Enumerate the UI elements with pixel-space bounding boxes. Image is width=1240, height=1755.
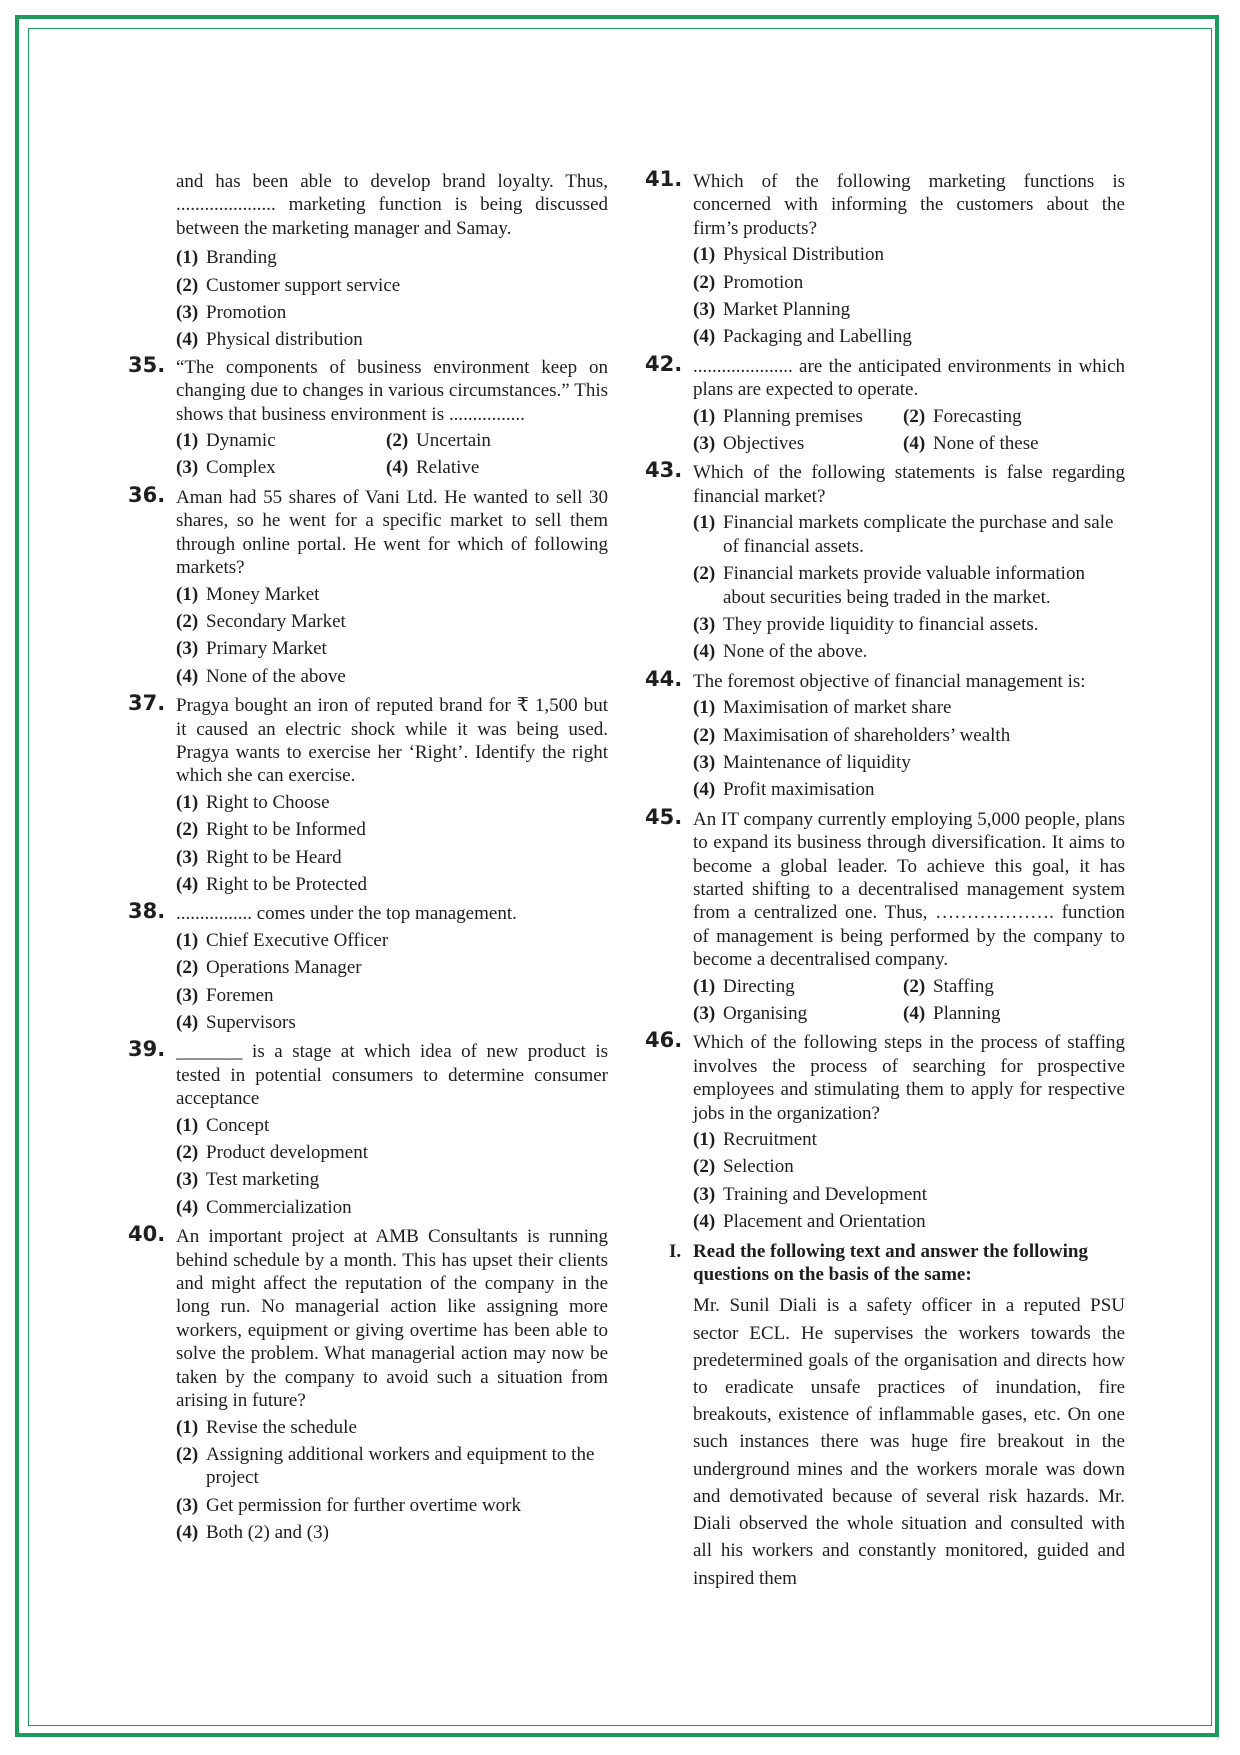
option-text: Directing <box>723 975 795 997</box>
question-number: 41. <box>645 167 683 191</box>
option[interactable] <box>176 1168 608 1191</box>
option-number: (2) <box>693 271 716 293</box>
option-text: Physical Distribution <box>723 244 884 266</box>
options-list <box>176 1416 608 1545</box>
option-number: (3) <box>693 433 716 455</box>
question-38 <box>128 899 608 1034</box>
continued-question-options <box>176 246 608 352</box>
option[interactable] <box>176 665 608 688</box>
question-37 <box>128 691 608 896</box>
option-text: Operations Manager <box>206 957 362 979</box>
option-text: Financial markets provide valuable information about securities being traded in the market. <box>723 563 1085 608</box>
question-text: The foremost objective of financial management is: <box>693 670 1086 692</box>
options-list <box>176 929 608 1035</box>
option[interactable] <box>176 246 608 269</box>
option[interactable] <box>176 301 608 324</box>
option-number: (2) <box>176 819 199 841</box>
option[interactable] <box>903 405 1125 428</box>
option-text: Test marketing <box>206 1169 320 1191</box>
option-number: (3) <box>693 613 716 635</box>
option[interactable] <box>693 562 1125 609</box>
section-instruction: Read the following text and answer the following questions on the basis of the same: <box>693 1240 1088 1286</box>
option-number: (1) <box>176 791 199 813</box>
option[interactable] <box>176 1416 608 1439</box>
option[interactable] <box>693 325 1125 348</box>
option[interactable] <box>693 751 1125 774</box>
options-list <box>693 243 1125 349</box>
question-text: An IT company currently employing 5,000 people, plans to expand its business through diversification. It aims to become a global leader. To achieve this goal, it has started shifting to a decentralised management system from a centralized one. Thus, ………………. function of management is being performed by the company to become a decentralised company. <box>693 808 1125 971</box>
option-text: Promotion <box>206 302 287 324</box>
option[interactable] <box>693 298 1125 321</box>
option-number: (2) <box>176 610 199 632</box>
option-number: (3) <box>176 457 199 479</box>
option-number: (1) <box>693 244 716 266</box>
option-text: Foremen <box>206 984 274 1006</box>
option[interactable] <box>693 724 1125 747</box>
option[interactable] <box>693 1155 1125 1178</box>
option-text: Staffing <box>933 975 994 997</box>
option-number: (4) <box>176 665 199 687</box>
option-number: (2) <box>903 975 926 997</box>
option[interactable] <box>693 975 903 998</box>
option[interactable] <box>176 956 608 979</box>
option[interactable] <box>176 846 608 869</box>
option-text: Placement and Orientation <box>723 1211 926 1233</box>
option-text: Selection <box>723 1156 794 1178</box>
options-list <box>176 1114 608 1220</box>
option[interactable] <box>176 791 608 814</box>
option-text: Primary Market <box>206 638 327 660</box>
option-number: (3) <box>693 1003 716 1024</box>
left-column <box>128 170 608 1549</box>
option[interactable] <box>176 1011 608 1034</box>
option-text: Maximisation of shareholders’ wealth <box>723 724 1011 746</box>
option-text: Dynamic <box>206 430 276 452</box>
question-45 <box>645 804 1125 1026</box>
option-text: Secondary Market <box>206 610 346 632</box>
option-number: (2) <box>176 1142 199 1164</box>
option-text: Packaging and Labelling <box>723 326 912 348</box>
question-39 <box>128 1037 608 1219</box>
option-text: Revise the schedule <box>206 1416 357 1438</box>
question-35 <box>128 352 608 480</box>
question-number: 42. <box>645 351 683 376</box>
question-number: 45. <box>645 804 683 829</box>
option-text: Uncertain <box>416 430 491 452</box>
option-number: (2) <box>903 405 926 427</box>
option[interactable] <box>693 271 1125 294</box>
option-text: Right to be Heard <box>206 846 342 868</box>
option-number: (2) <box>693 563 716 585</box>
question-text: Pragya bought an iron of reputed brand for ₹ 1,500 but it caused an electric shock while it was being used. Pragya wants to exercise her ‘Right’. Identify the right which she can exercise. <box>176 695 608 787</box>
question-number: 39. <box>128 1037 166 1062</box>
option-text: Maintenance of liquidity <box>723 751 911 773</box>
question-text: Which of the following statements is false regarding financial market? <box>693 462 1125 507</box>
option-number: (1) <box>693 512 716 534</box>
question-number: 38. <box>128 899 166 924</box>
option-number: (4) <box>176 873 199 895</box>
question-text: “The components of business environment keep on changing due to changes in various circumstances.” This shows that business environment is ................ <box>176 356 608 425</box>
options-list <box>176 791 608 897</box>
question-number: 44. <box>645 666 683 691</box>
option-number: (4) <box>176 1522 199 1544</box>
option-text: Customer support service <box>206 274 401 296</box>
question-43 <box>645 458 1125 663</box>
question-text: Which of the following steps in the process of staffing involves the process of searching for prospective employees and stimulating them to apply for respective jobs in the organization? <box>693 1032 1125 1124</box>
option[interactable] <box>903 975 1125 998</box>
option-number: (3) <box>176 1494 199 1516</box>
option-text: Planning <box>933 1003 1001 1024</box>
option-text: Training and Development <box>723 1183 928 1205</box>
option-number: (4) <box>903 1003 926 1024</box>
option[interactable] <box>176 1494 608 1517</box>
option-number: (2) <box>176 1443 199 1465</box>
option-number: (2) <box>693 724 716 746</box>
option-text: Profit maximisation <box>723 779 875 801</box>
option[interactable] <box>693 1183 1125 1206</box>
option[interactable] <box>903 1002 1125 1025</box>
option[interactable] <box>693 1128 1125 1151</box>
option[interactable] <box>176 818 608 841</box>
option[interactable] <box>693 1210 1125 1233</box>
option[interactable] <box>176 1443 608 1490</box>
option-number: (3) <box>176 846 199 868</box>
options-list <box>693 511 1125 663</box>
option-text: Objectives <box>723 433 805 455</box>
option-number: (4) <box>693 641 716 663</box>
option-number: (4) <box>176 1012 199 1033</box>
options-grid <box>176 429 608 480</box>
options-list <box>693 1128 1125 1234</box>
option-text: Relative <box>416 457 480 479</box>
option-text: Organising <box>723 1003 808 1024</box>
option[interactable] <box>176 1196 608 1219</box>
question-text: ..................... are the anticipated environments in which plans are expected to operate. <box>693 355 1125 401</box>
option[interactable] <box>176 1141 608 1164</box>
option[interactable] <box>176 873 608 896</box>
option-text: Financial markets complicate the purchase and sale of financial assets. <box>723 512 1114 557</box>
option-text: Product development <box>206 1142 368 1164</box>
option-number: (3) <box>693 751 716 773</box>
case-study-passage: Mr. Sunil Diali is a safety officer in a reputed PSU sector ECL. He supervises the workers towards the predetermined goals of the organisation and directs how to eradicate unsafe practices of inundation, fire breakouts, existence of inflammable gases, etc. On one such instances there was huge fire breakout in the underground mines and the workers morale was down and demotivated because of several risk hazards. Mr. Diali observed the whole situation and consulted with all his workers and constantly monitored, guided and inspired them <box>693 1295 1125 1589</box>
option-text: Get permission for further overtime work <box>206 1494 521 1516</box>
question-46 <box>645 1028 1125 1233</box>
question-text: Aman had 55 shares of Vani Ltd. He wanted to sell 30 shares, so he went for a specific market to sell them through online portal. He went for which of following markets? <box>176 486 608 579</box>
option-number: (3) <box>176 638 199 660</box>
option-number: (3) <box>176 984 199 1006</box>
option[interactable] <box>903 432 1125 455</box>
option-number: (4) <box>176 1196 199 1218</box>
option-number: (2) <box>176 957 199 979</box>
question-text: Which of the following marketing functions is concerned with informing the customers about the firm’s products? <box>693 171 1125 239</box>
option[interactable] <box>176 929 608 952</box>
option-number: (4) <box>386 457 409 479</box>
option-number: (4) <box>903 433 926 455</box>
option[interactable] <box>176 984 608 1007</box>
option-text: They provide liquidity to financial assets. <box>723 613 1039 635</box>
option-number: (4) <box>693 326 716 348</box>
option[interactable] <box>693 432 903 455</box>
options-grid <box>693 975 1125 1026</box>
option-number: (4) <box>693 1211 716 1233</box>
option[interactable] <box>176 637 608 660</box>
options-grid <box>693 405 1125 456</box>
option[interactable] <box>693 640 1125 663</box>
option[interactable] <box>176 274 608 297</box>
option-text: Commercialization <box>206 1196 352 1218</box>
option-number: (1) <box>176 1416 199 1438</box>
option[interactable] <box>693 613 1125 636</box>
option-text: Maximisation of market share <box>723 697 952 719</box>
option-text: Planning premises <box>723 405 863 427</box>
option-number: (2) <box>386 430 409 452</box>
option[interactable] <box>693 243 1125 266</box>
option-number: (2) <box>693 1156 716 1178</box>
option[interactable] <box>693 405 903 428</box>
option-text: Concept <box>206 1114 270 1136</box>
option-number: (1) <box>176 929 199 951</box>
option-number: (2) <box>176 274 199 296</box>
option-number: (1) <box>176 1114 199 1136</box>
option-number: (1) <box>176 583 199 605</box>
option[interactable] <box>386 456 608 479</box>
option-text: Right to Choose <box>206 791 330 813</box>
option[interactable] <box>386 429 608 452</box>
option[interactable] <box>693 1002 903 1025</box>
option[interactable] <box>693 511 1125 558</box>
option-number: (4) <box>176 329 199 351</box>
option[interactable] <box>176 328 608 351</box>
option-text: Promotion <box>723 271 804 293</box>
option[interactable] <box>693 778 1125 801</box>
question-44 <box>645 666 1125 802</box>
option-text: Money Market <box>206 583 320 605</box>
question-text: An important project at AMB Consultants is running behind schedule by a month. This has upset their clients and might affect the reputation of the company in the long run. No managerial action like assigning more workers, equipment or giving overtime has been able to solve the problem. What managerial action may now be taken by the company to avoid such a situation from arising in future? <box>176 1226 608 1412</box>
option-text: Right to be Informed <box>206 819 366 841</box>
option-number: (1) <box>693 1129 716 1151</box>
option-number: (3) <box>176 1169 199 1191</box>
question-40 <box>128 1222 608 1544</box>
option[interactable] <box>176 429 386 452</box>
option-number: (1) <box>693 405 716 427</box>
option-number: (1) <box>693 697 716 719</box>
question-41 <box>645 167 1125 349</box>
option[interactable] <box>176 610 608 633</box>
question-number: 40. <box>128 1222 166 1247</box>
case-study-section <box>645 1240 1125 1287</box>
option-number: (3) <box>693 1183 716 1205</box>
option-text: Right to be Protected <box>206 873 367 895</box>
question-42 <box>645 351 1125 456</box>
option-text: Supervisors <box>206 1012 296 1033</box>
option-text: Market Planning <box>723 299 851 321</box>
option-text: Physical distribution <box>206 329 363 351</box>
option-number: (3) <box>176 302 199 324</box>
option[interactable] <box>176 1521 608 1544</box>
option-text: Chief Executive Officer <box>206 929 389 951</box>
option-text: None of these <box>933 433 1039 455</box>
option-text: None of the above. <box>723 641 868 663</box>
option-text: Complex <box>206 457 276 479</box>
question-text: _______ is a stage at which idea of new product is tested in potential consumers to determine consumer acceptance <box>176 1041 608 1110</box>
option-number: (1) <box>176 430 199 452</box>
option-number: (1) <box>176 247 199 269</box>
option-text: Forecasting <box>933 405 1022 427</box>
question-number: 35. <box>128 352 166 377</box>
question-36 <box>128 482 608 688</box>
right-column <box>645 167 1125 1592</box>
option-text: Branding <box>206 247 277 269</box>
option-text: Recruitment <box>723 1129 817 1151</box>
question-number: 43. <box>645 458 683 483</box>
option-number: (4) <box>693 779 716 801</box>
option[interactable] <box>176 456 386 479</box>
question-number: 46. <box>645 1028 683 1053</box>
question-number: 36. <box>128 482 166 507</box>
continued-question-text: and has been able to develop brand loyalty. Thus, ..................... marketing function is being discussed between the marketing manager and Samay. <box>176 171 608 239</box>
question-number: 37. <box>128 691 166 716</box>
option[interactable] <box>693 696 1125 719</box>
option[interactable] <box>176 1114 608 1137</box>
options-list <box>176 583 608 689</box>
question-text: ................ comes under the top management. <box>176 903 517 925</box>
options-list <box>693 696 1125 802</box>
option[interactable] <box>176 583 608 606</box>
option-text: Both (2) and (3) <box>206 1522 329 1544</box>
option-text: None of the above <box>206 665 346 687</box>
option-text: Assigning additional workers and equipment to the project <box>206 1443 595 1489</box>
option-number: (3) <box>693 299 716 321</box>
section-label: I. <box>669 1240 682 1262</box>
option-number: (1) <box>693 975 716 997</box>
